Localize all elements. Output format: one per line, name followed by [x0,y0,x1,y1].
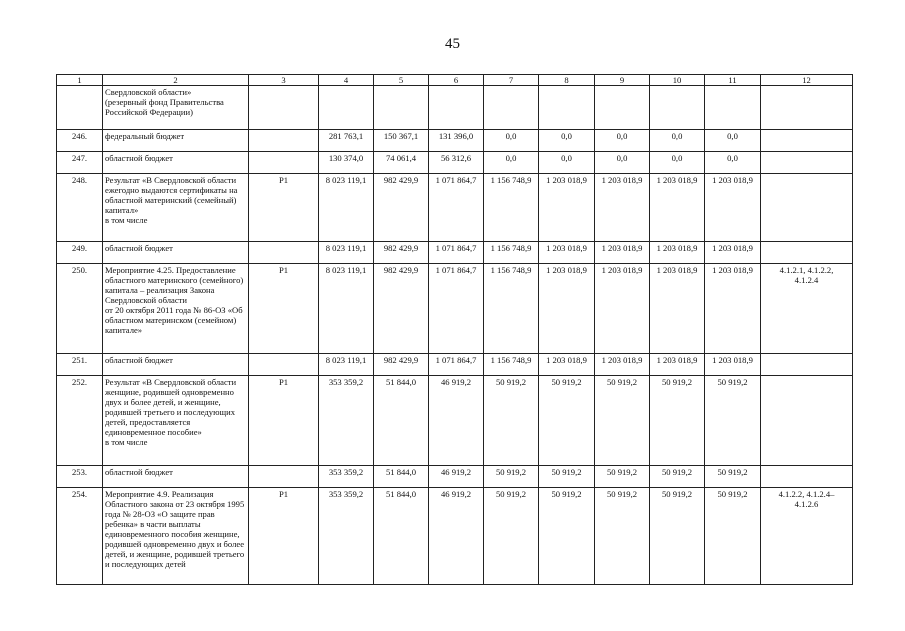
column-header: 5 [374,75,429,86]
row-name: федеральный бюджет [103,130,249,152]
budget-table [56,74,853,585]
amount-cell: 1 156 748,9 [484,264,539,354]
row-code [249,86,319,130]
amount-cell: 1 203 018,9 [595,264,650,354]
amount-cell: 1 203 018,9 [539,264,595,354]
amount-cell: 50 919,2 [484,488,539,585]
header-row [57,75,853,86]
row-code: Р1 [249,174,319,242]
amount-cell: 353 359,2 [319,466,374,488]
amount-cell: 1 071 864,7 [429,174,484,242]
amount-cell: 1 156 748,9 [484,174,539,242]
column-header: 9 [595,75,650,86]
table-row [57,152,853,174]
table-row [57,242,853,264]
amount-cell: 8 023 119,1 [319,174,374,242]
amount-cell [429,86,484,130]
page-number: 45 [445,36,460,52]
amount-cell: 1 203 018,9 [705,242,761,264]
amount-cell: 51 844,0 [374,488,429,585]
amount-cell: 1 203 018,9 [705,354,761,376]
row-name: Результат «В Свердловской области ежегодно выдаются сертификаты на областной материнский (семейный) капитал» в том числе [103,174,249,242]
column-header: 1 [57,75,103,86]
row-reference [761,376,853,466]
amount-cell: 982 429,9 [374,354,429,376]
column-header: 10 [650,75,705,86]
column-header: 6 [429,75,484,86]
row-code: Р1 [249,488,319,585]
amount-cell [705,86,761,130]
amount-cell: 50 919,2 [595,466,650,488]
amount-cell: 1 203 018,9 [595,354,650,376]
row-reference [761,152,853,174]
amount-cell: 46 919,2 [429,376,484,466]
column-header: 4 [319,75,374,86]
amount-cell: 50 919,2 [484,376,539,466]
amount-cell: 50 919,2 [484,466,539,488]
amount-cell: 50 919,2 [595,488,650,585]
row-number: 250. [57,264,103,354]
amount-cell: 8 023 119,1 [319,264,374,354]
amount-cell: 50 919,2 [705,376,761,466]
amount-cell: 150 367,1 [374,130,429,152]
amount-cell: 1 203 018,9 [650,354,705,376]
amount-cell: 982 429,9 [374,264,429,354]
amount-cell [319,86,374,130]
amount-cell: 0,0 [705,130,761,152]
amount-cell: 50 919,2 [705,488,761,585]
amount-cell: 0,0 [539,152,595,174]
amount-cell [539,86,595,130]
amount-cell: 982 429,9 [374,242,429,264]
row-number: 253. [57,466,103,488]
row-name: областной бюджет [103,152,249,174]
amount-cell: 353 359,2 [319,488,374,585]
amount-cell: 130 374,0 [319,152,374,174]
row-name: Мероприятие 4.9. Реализация Областного закона от 23 октября 1995 года № 28-ОЗ «О защите прав ребенка» в части выплаты единовременного пособия женщине, родившей одновременно двух и более детей, и женщине, родившей третьего и последующих детей [103,488,249,585]
amount-cell: 50 919,2 [650,488,705,585]
amount-cell: 1 203 018,9 [539,242,595,264]
amount-cell: 56 312,6 [429,152,484,174]
amount-cell: 1 071 864,7 [429,242,484,264]
amount-cell: 1 203 018,9 [650,174,705,242]
column-header: 11 [705,75,761,86]
table-row [57,354,853,376]
amount-cell: 0,0 [650,152,705,174]
amount-cell: 50 919,2 [539,466,595,488]
amount-cell: 74 061,4 [374,152,429,174]
table-row [57,174,853,242]
amount-cell: 50 919,2 [595,376,650,466]
amount-cell: 46 919,2 [429,466,484,488]
amount-cell: 1 203 018,9 [705,264,761,354]
amount-cell: 51 844,0 [374,466,429,488]
amount-cell: 1 203 018,9 [539,174,595,242]
amount-cell: 50 919,2 [650,466,705,488]
amount-cell: 0,0 [595,130,650,152]
row-reference: 4.1.2.2, 4.1.2.4– 4.1.2.6 [761,488,853,585]
amount-cell: 0,0 [539,130,595,152]
row-reference [761,354,853,376]
row-code [249,466,319,488]
row-number: 252. [57,376,103,466]
row-name: Результат «В Свердловской области женщине, родившей одновременно двух и более детей, и женщине, родившей третьего и последующих детей, предоставляется единовременное пособие» в том числе [103,376,249,466]
table-row [57,376,853,466]
column-header: 3 [249,75,319,86]
row-name: областной бюджет [103,466,249,488]
table-row [57,466,853,488]
row-reference [761,130,853,152]
amount-cell: 0,0 [595,152,650,174]
row-number: 249. [57,242,103,264]
amount-cell: 1 203 018,9 [705,174,761,242]
row-number: 251. [57,354,103,376]
row-name: областной бюджет [103,354,249,376]
amount-cell: 50 919,2 [705,466,761,488]
table-row [57,130,853,152]
amount-cell: 50 919,2 [650,376,705,466]
amount-cell [374,86,429,130]
row-number: 254. [57,488,103,585]
table-row [57,488,853,585]
amount-cell: 50 919,2 [539,376,595,466]
row-reference [761,242,853,264]
amount-cell: 1 203 018,9 [539,354,595,376]
amount-cell: 1 203 018,9 [650,264,705,354]
table-row [57,86,853,130]
amount-cell: 353 359,2 [319,376,374,466]
amount-cell [595,86,650,130]
amount-cell: 281 763,1 [319,130,374,152]
amount-cell: 982 429,9 [374,174,429,242]
amount-cell [484,86,539,130]
row-reference [761,86,853,130]
row-number: 246. [57,130,103,152]
amount-cell: 0,0 [484,152,539,174]
row-code: Р1 [249,264,319,354]
row-name: областной бюджет [103,242,249,264]
row-reference [761,174,853,242]
row-code [249,354,319,376]
amount-cell: 8 023 119,1 [319,242,374,264]
column-header: 12 [761,75,853,86]
amount-cell: 50 919,2 [539,488,595,585]
amount-cell: 1 156 748,9 [484,354,539,376]
row-number: 248. [57,174,103,242]
column-header: 8 [539,75,595,86]
amount-cell: 51 844,0 [374,376,429,466]
amount-cell: 8 023 119,1 [319,354,374,376]
row-code [249,130,319,152]
amount-cell: 0,0 [650,130,705,152]
column-header: 7 [484,75,539,86]
amount-cell: 1 071 864,7 [429,264,484,354]
amount-cell: 0,0 [484,130,539,152]
table-row [57,264,853,354]
row-code [249,242,319,264]
row-name: Свердловской области» (резервный фонд Правительства Российской Федерации) [103,86,249,130]
amount-cell [650,86,705,130]
amount-cell: 131 396,0 [429,130,484,152]
amount-cell: 46 919,2 [429,488,484,585]
row-code [249,152,319,174]
row-code: Р1 [249,376,319,466]
row-number: 247. [57,152,103,174]
amount-cell: 1 203 018,9 [595,174,650,242]
row-name: Мероприятие 4.25. Предоставление областного материнского (семейного) капитала – реализация Закона Свердловской области от 20 октября 2011 года № 86-ОЗ «Об областном материнском (семейном) капитале» [103,264,249,354]
row-reference [761,466,853,488]
row-number [57,86,103,130]
row-reference: 4.1.2.1, 4.1.2.2, 4.1.2.4 [761,264,853,354]
amount-cell: 1 071 864,7 [429,354,484,376]
column-header: 2 [103,75,249,86]
amount-cell: 1 156 748,9 [484,242,539,264]
amount-cell: 0,0 [705,152,761,174]
amount-cell: 1 203 018,9 [595,242,650,264]
amount-cell: 1 203 018,9 [650,242,705,264]
